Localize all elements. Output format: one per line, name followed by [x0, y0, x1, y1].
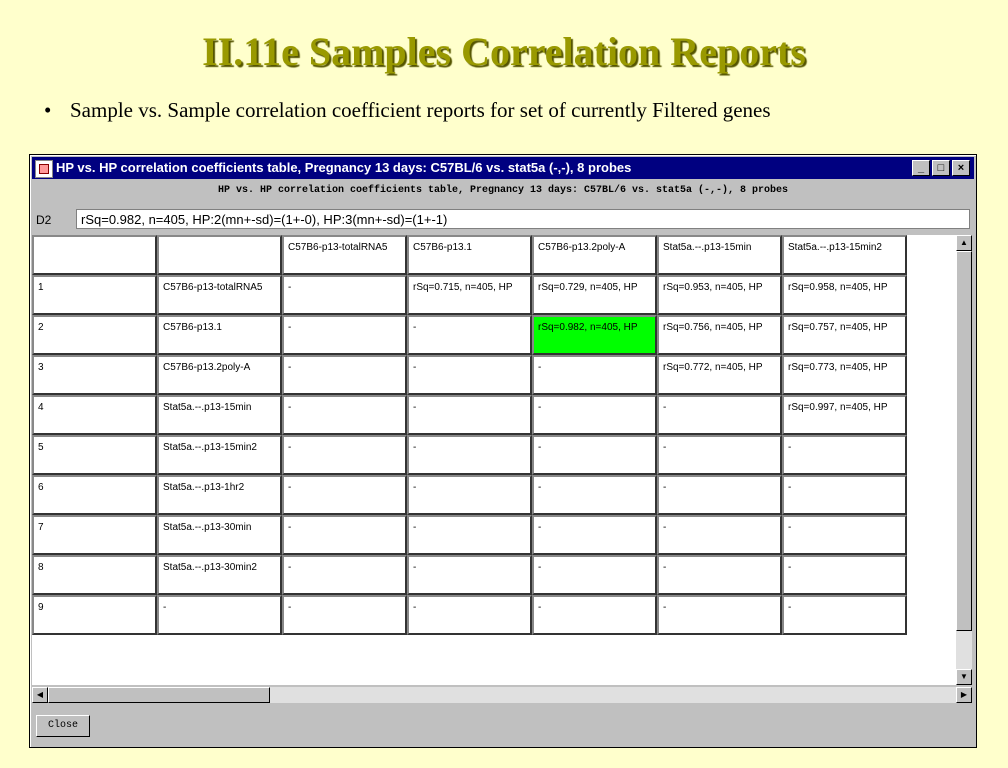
vertical-scroll-thumb[interactable]: [956, 251, 972, 631]
table-cell[interactable]: -: [282, 595, 407, 635]
horizontal-scroll-thumb[interactable]: [48, 687, 270, 703]
row-label-cell[interactable]: C57B6-p13-totalRNA5: [157, 275, 282, 315]
scroll-left-arrow-icon[interactable]: ◀: [32, 687, 48, 703]
table-cell[interactable]: -: [282, 435, 407, 475]
table-cell[interactable]: rSq=0.997, n=405, HP: [782, 395, 907, 435]
table-cell[interactable]: -: [532, 475, 657, 515]
table-cell[interactable]: -: [407, 355, 532, 395]
row-label-cell[interactable]: -: [157, 595, 282, 635]
table-cell[interactable]: -: [407, 395, 532, 435]
table-row: [32, 475, 907, 515]
row-number-cell[interactable]: 7: [32, 515, 157, 555]
bullet-dot: •: [44, 98, 52, 122]
table-cell[interactable]: -: [532, 515, 657, 555]
table-row: [32, 395, 907, 435]
row-number-cell[interactable]: 9: [32, 595, 157, 635]
table-row: [32, 515, 907, 555]
row-number-cell[interactable]: 1: [32, 275, 157, 315]
table-cell[interactable]: -: [407, 315, 532, 355]
table-heading: HP vs. HP correlation coefficients table, Pregnancy 13 days: C57BL/6 vs. stat5a (-,-), 8 probes: [217, 185, 789, 196]
table-cell[interactable]: rSq=0.772, n=405, HP: [657, 355, 782, 395]
column-header[interactable]: C57B6-p13.1: [407, 235, 532, 275]
table-cell[interactable]: -: [657, 475, 782, 515]
vertical-scrollbar[interactable]: [956, 235, 972, 685]
row-label-cell[interactable]: Stat5a.--.p13-15min2: [157, 435, 282, 475]
cell-reference: D2: [36, 213, 52, 227]
table-cell[interactable]: -: [282, 555, 407, 595]
row-number-cell[interactable]: 4: [32, 395, 157, 435]
horizontal-scrollbar[interactable]: [32, 687, 972, 703]
table-cell[interactable]: -: [282, 315, 407, 355]
table-cell[interactable]: -: [282, 475, 407, 515]
table-cell[interactable]: -: [532, 595, 657, 635]
table-row: [32, 355, 907, 395]
row-number-cell[interactable]: 3: [32, 355, 157, 395]
table-cell[interactable]: -: [282, 395, 407, 435]
formula-field[interactable]: rSq=0.982, n=405, HP:2(mn+-sd)=(1+-0), HP:3(mn+-sd)=(1+-1): [76, 209, 970, 229]
bullet-text: [44, 98, 771, 123]
grid-area[interactable]: [32, 235, 956, 685]
table-cell[interactable]: -: [782, 555, 907, 595]
table-cell[interactable]: -: [407, 515, 532, 555]
row-label-cell[interactable]: Stat5a.--.p13-1hr2: [157, 475, 282, 515]
minimize-button[interactable]: _: [912, 160, 930, 176]
row-number-cell[interactable]: 2: [32, 315, 157, 355]
table-row: [32, 315, 907, 355]
table-header-row: [32, 235, 907, 275]
table-row: [32, 435, 907, 475]
table-cell[interactable]: -: [782, 515, 907, 555]
correlation-window: [29, 154, 977, 748]
table-cell[interactable]: -: [532, 395, 657, 435]
row-label-cell[interactable]: C57B6-p13.2poly-A: [157, 355, 282, 395]
table-cell[interactable]: -: [407, 435, 532, 475]
slide-title: II.11e Samples Correlation Reports: [202, 29, 806, 74]
column-header[interactable]: [157, 235, 282, 275]
table-cell[interactable]: rSq=0.958, n=405, HP: [782, 275, 907, 315]
table-cell[interactable]: -: [532, 355, 657, 395]
table-row: [32, 555, 907, 595]
window-controls: [910, 160, 970, 182]
scroll-right-arrow-icon[interactable]: ▶: [956, 687, 972, 703]
table-cell[interactable]: rSq=0.953, n=405, HP: [657, 275, 782, 315]
table-cell[interactable]: -: [657, 515, 782, 555]
table-cell[interactable]: -: [282, 515, 407, 555]
table-cell[interactable]: -: [282, 355, 407, 395]
app-icon: [35, 160, 53, 178]
table-cell[interactable]: -: [782, 595, 907, 635]
table-cell[interactable]: -: [532, 555, 657, 595]
table-cell[interactable]: rSq=0.773, n=405, HP: [782, 355, 907, 395]
table-cell[interactable]: -: [657, 435, 782, 475]
table-cell[interactable]: -: [407, 475, 532, 515]
correlation-table: [32, 235, 907, 635]
row-label-cell[interactable]: Stat5a.--.p13-30min2: [157, 555, 282, 595]
row-label-cell[interactable]: Stat5a.--.p13-15min: [157, 395, 282, 435]
column-header[interactable]: C57B6-p13.2poly-A: [532, 235, 657, 275]
table-cell[interactable]: -: [657, 595, 782, 635]
table-cell[interactable]: -: [407, 595, 532, 635]
table-cell[interactable]: -: [407, 555, 532, 595]
bullet-label: Sample vs. Sample correlation coefficient reports for set of currently Filtered genes: [70, 98, 771, 122]
table-cell[interactable]: -: [657, 395, 782, 435]
row-number-cell[interactable]: 8: [32, 555, 157, 595]
scroll-down-arrow-icon[interactable]: ▼: [956, 669, 972, 685]
window-titlebar[interactable]: [32, 157, 974, 179]
table-cell[interactable]: rSq=0.715, n=405, HP: [407, 275, 532, 315]
column-header[interactable]: C57B6-p13-totalRNA5: [282, 235, 407, 275]
close-window-button[interactable]: ×: [952, 160, 970, 176]
table-cell[interactable]: -: [282, 275, 407, 315]
scroll-up-arrow-icon[interactable]: ▲: [956, 235, 972, 251]
column-header[interactable]: Stat5a.--.p13-15min: [657, 235, 782, 275]
row-label-cell[interactable]: C57B6-p13.1: [157, 315, 282, 355]
row-number-cell[interactable]: 5: [32, 435, 157, 475]
table-cell[interactable]: rSq=0.757, n=405, HP: [782, 315, 907, 355]
table-cell[interactable]: -: [782, 435, 907, 475]
table-row: [32, 595, 907, 635]
row-label-cell[interactable]: Stat5a.--.p13-30min: [157, 515, 282, 555]
table-cell[interactable]: -: [532, 435, 657, 475]
table-row: [32, 275, 907, 315]
table-cell[interactable]: rSq=0.729, n=405, HP: [532, 275, 657, 315]
column-header[interactable]: [32, 235, 157, 275]
table-cell[interactable]: rSq=0.982, n=405, HP: [532, 315, 657, 355]
column-header[interactable]: Stat5a.--.p13-15min2: [782, 235, 907, 275]
table-cell[interactable]: -: [657, 555, 782, 595]
row-number-cell[interactable]: 6: [32, 475, 157, 515]
close-button[interactable]: Close: [36, 715, 90, 737]
table-cell[interactable]: -: [782, 475, 907, 515]
window-title: HP vs. HP correlation coefficients table, Pregnancy 13 days: C57BL/6 vs. stat5a (-,-), 8 probes: [56, 160, 632, 175]
table-cell[interactable]: rSq=0.756, n=405, HP: [657, 315, 782, 355]
maximize-button[interactable]: □: [932, 160, 950, 176]
